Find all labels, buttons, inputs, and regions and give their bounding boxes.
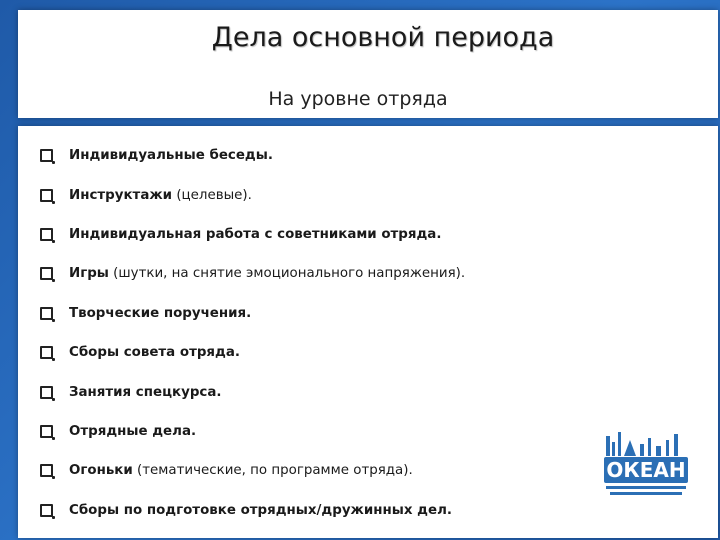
list-item xyxy=(40,412,600,451)
item-bold-text: Творческие поручения. xyxy=(69,305,252,321)
bullet-list xyxy=(40,136,600,530)
checkbox-bullet-icon xyxy=(40,307,53,320)
item-bold-text: Огоньки xyxy=(69,463,133,479)
okean-logo-icon xyxy=(604,430,688,500)
checkbox-bullet-icon xyxy=(40,425,53,438)
item-bold-text: Занятия спецкурса. xyxy=(69,384,222,400)
list-item xyxy=(40,294,600,333)
item-bold-text: Отрядные дела. xyxy=(69,423,197,439)
slide-title: Дела основной периода xyxy=(211,22,555,53)
item-bold-text: Сборы по подготовке отрядных/дружинных дел. xyxy=(69,502,452,518)
list-item xyxy=(40,215,600,254)
title-panel xyxy=(18,10,718,118)
checkbox-bullet-icon xyxy=(40,346,53,359)
list-item xyxy=(40,333,600,372)
item-bold-text: Инструктажи xyxy=(69,187,173,203)
list-item xyxy=(40,372,600,411)
checkbox-bullet-icon xyxy=(40,504,53,517)
item-bold-text: Сборы совета отряда. xyxy=(69,345,240,361)
list-item xyxy=(40,254,600,293)
checkbox-bullet-icon xyxy=(40,228,53,241)
list-item xyxy=(40,175,600,214)
checkbox-bullet-icon xyxy=(40,189,53,202)
list-item xyxy=(40,136,600,175)
item-normal-text: (целевые). xyxy=(172,187,252,203)
checkbox-bullet-icon xyxy=(40,267,53,280)
item-bold-text: Индивидуальная работа с советниками отряда. xyxy=(69,226,442,242)
checkbox-bullet-icon xyxy=(40,386,53,399)
item-normal-text: (тематические, по программе отряда). xyxy=(132,463,413,479)
logo-text: ОКЕАН xyxy=(606,458,686,482)
item-bold-text: Индивидуальные беседы. xyxy=(69,148,273,164)
item-bold-text: Игры xyxy=(69,266,109,282)
list-item xyxy=(40,491,600,530)
checkbox-bullet-icon xyxy=(40,464,53,477)
list-item xyxy=(40,451,600,490)
checkbox-bullet-icon xyxy=(40,149,53,162)
slide-subtitle: На уровне отряда xyxy=(268,88,448,110)
item-normal-text: (шутки, на снятие эмоционального напряжения). xyxy=(108,266,466,282)
